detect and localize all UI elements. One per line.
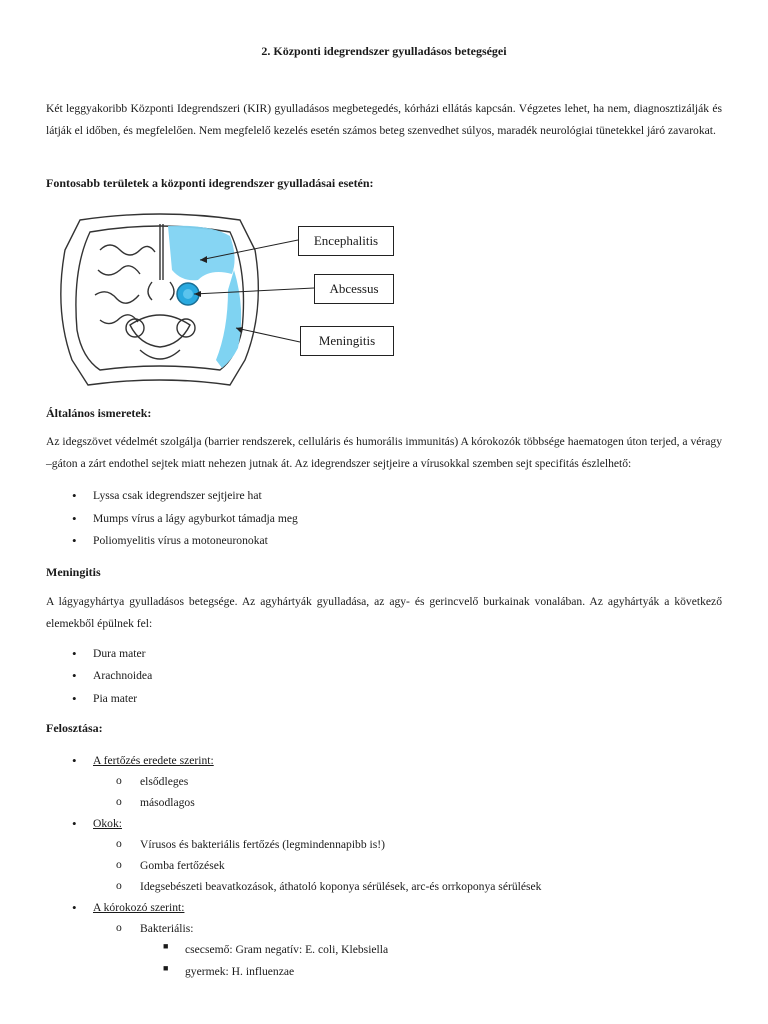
bullet-icon: • (72, 646, 77, 661)
circle-bullet-icon: o (116, 921, 122, 934)
classification-item-causes: Okok: (93, 817, 122, 830)
classification-item-pathogen: A kórokozó szerint: (93, 901, 185, 914)
circle-bullet-icon: o (116, 795, 122, 808)
meninges-bullet-2: Arachnoidea (93, 669, 153, 682)
intro-paragraph: Két leggyakoribb Központi Idegrendszeri (KIR) gyulladásos megbetegedés, kórházi ellátás kapcsán. Végzetes lehet, ha nem, diagnosztizálják és látják el időben, és megfelelően. Nem megfelelő kezelés esetén számos beteg szenvedhet súlyos, maradék neurológiai tünetekkel járó zavarokat. (46, 102, 722, 137)
origin-sub-1: elsődleges (140, 775, 189, 788)
circle-bullet-icon: o (116, 774, 122, 787)
origin-sub-2: másodlagos (140, 796, 195, 809)
bullet-icon: • (72, 511, 77, 526)
causes-sub-1: Vírusos és bakteriális fertőzés (legmindennapibb is!) (140, 838, 386, 851)
bullet-icon: • (72, 533, 77, 548)
abcessus-label: Abcessus (314, 274, 394, 304)
general-heading: Általános ismeretek: (46, 406, 152, 420)
general-bullet-2: Mumps vírus a lágy agyburkot támadja meg (93, 512, 298, 525)
circle-bullet-icon: o (116, 858, 122, 871)
meningitis-heading: Meningitis (46, 565, 101, 579)
bullet-icon: • (72, 753, 77, 768)
meninges-bullet-3: Pia mater (93, 692, 138, 705)
square-bullet-icon: ■ (163, 963, 169, 973)
brain-figure (60, 210, 400, 406)
general-bullet-1: Lyssa csak idegrendszer sejtjeire hat (93, 489, 262, 502)
causes-sub-2: Gomba fertőzések (140, 859, 225, 872)
general-bullet-3: Poliomyelitis vírus a motoneuronokat (93, 534, 268, 547)
bullet-icon: • (72, 488, 77, 503)
bacterial-infant: csecsemő: Gram negatív: E. coli, Klebsiella (185, 943, 389, 956)
areas-heading: Fontosabb területek a központi idegrendszer gyulladásai esetén: (46, 176, 374, 190)
bacterial-child: gyermek: H. influenzae (185, 965, 295, 978)
pathogen-sub-bacterial: Bakteriális: (140, 922, 194, 935)
circle-bullet-icon: o (116, 837, 122, 850)
meningitis-paragraph: A lágyagyhártya gyulladásos betegsége. Az agyhártyák gyulladása, az agy- és gerincvelő burkainak vonalában. Az agyhártyák a következő elemekből épülnek fel: (46, 595, 722, 630)
general-paragraph: Az idegszövet védelmét szolgálja (barrier rendszerek, celluláris és humorális immunitás) A kórokozók többsége haematogen úton terjed, a véragy –gáton a zárt endothel sejtek miatt nehezen jutnak át. Az idegrendszer sejtjeire a vírusokkal szemben sejt specifitás észlelhető: (46, 435, 722, 470)
circle-bullet-icon: o (116, 879, 122, 892)
encephalitis-label: Encephalitis (298, 226, 394, 256)
meninges-bullet-1: Dura mater (93, 647, 146, 660)
bullet-icon: • (72, 691, 77, 706)
classification-item-origin: A fertőzés eredete szerint: (93, 754, 214, 767)
page-title: 2. Központi idegrendszer gyulladásos betegségei (261, 44, 507, 58)
bullet-icon: • (72, 900, 77, 915)
square-bullet-icon: ■ (163, 941, 169, 951)
causes-sub-3: Idegsebészeti beavatkozások, áthatoló koponya sérülések, arc-és orrkoponya sérülések (140, 880, 542, 893)
bullet-icon: • (72, 816, 77, 831)
meningitis-label: Meningitis (300, 326, 394, 356)
bullet-icon: • (72, 668, 77, 683)
classification-heading: Felosztása: (46, 721, 103, 735)
